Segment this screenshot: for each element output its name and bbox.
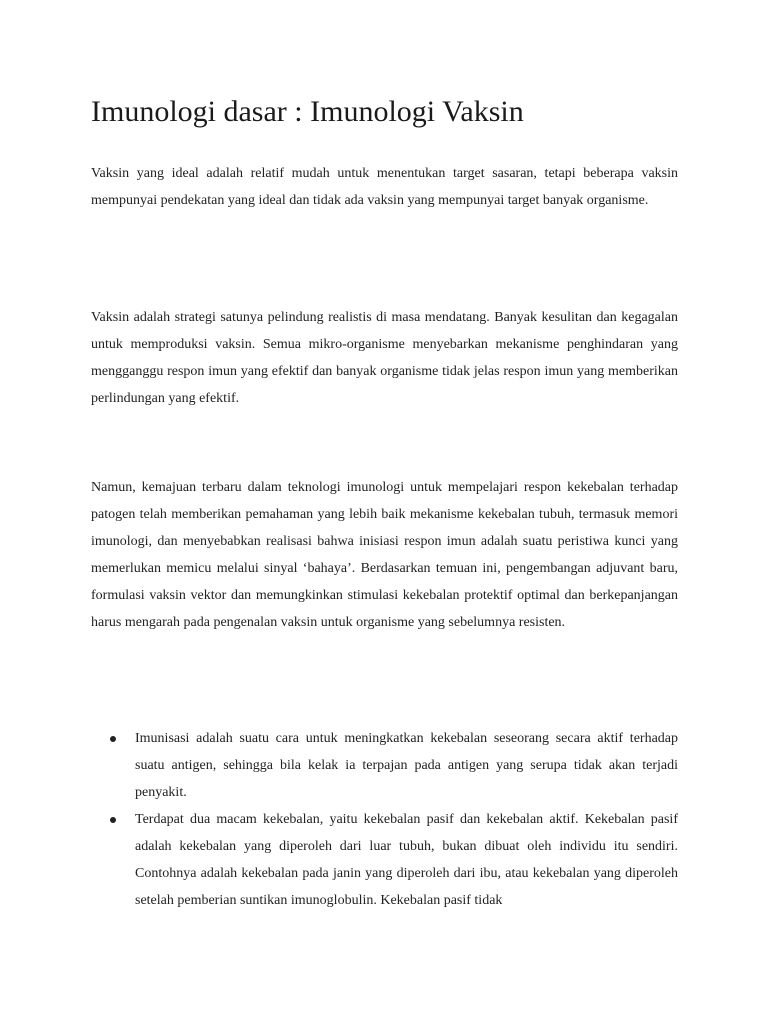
paragraph-vaccine-strategy: Vaksin adalah strategi satunya pelindung realistis di masa mendatang. Banyak kesulitan dan kegagalan untuk memproduksi vaksin. Semua mikro-organisme menyebarkan mekanisme penghindaran yang mengganggu respon imun yang efektif dan banyak organisme tidak jelas respon imun yang memberikan perlindungan yang efektif. [91, 310, 678, 406]
document-title: Imunologi dasar : Imunologi Vaksin [91, 95, 524, 128]
bullet-icon [110, 736, 116, 742]
list-item [135, 806, 678, 914]
bullet-text-immunization: Imunisasi adalah suatu cara untuk meningkatkan kekebalan seseorang secara aktif terhadap suatu antigen, sehingga bila kelak ia terpajan pada antigen yang serupa tidak akan terjadi penyakit. [135, 731, 678, 800]
list-item [135, 725, 678, 806]
paragraph-recent-advances: Namun, kemajuan terbaru dalam teknologi imunologi untuk mempelajari respon kekebalan terhadap patogen telah memberikan pemahaman yang lebih baik mekanisme kekebalan tubuh, termasuk memori imunologi, dan menyebabkan realisasi bahwa inisiasi respon imun adalah suatu peristiwa kunci yang memerlukan memicu melalui sinyal ‘bahaya’. Berdasarkan temuan ini, pengembangan adjuvant baru, formulasi vaksin vektor dan memungkinkan stimulasi kekebalan protektif optimal dan berkepanjangan harus mengarah pada pengenalan vaksin untuk organisme yang sebelumnya resisten. [91, 480, 678, 630]
paragraph-ideal-vaccine: Vaksin yang ideal adalah relatif mudah untuk menentukan target sasaran, tetapi beberapa vaksin mempunyai pendekatan yang ideal dan tidak ada vaksin yang mempunyai target banyak organisme. [91, 166, 678, 208]
bullet-icon [110, 817, 116, 823]
bullet-text-immunity-types: Terdapat dua macam kekebalan, yaitu kekebalan pasif dan kekebalan aktif. Kekebalan pasif adalah kekebalan yang diperoleh dari luar tubuh, bukan dibuat oleh individu itu sendiri. Contohnya adalah kekebalan pada janin yang diperoleh dari ibu, atau kekebalan yang diperoleh setelah pemberian suntikan imunoglobulin. Kekebalan pasif tidak [135, 812, 678, 908]
bullet-list [135, 725, 678, 914]
